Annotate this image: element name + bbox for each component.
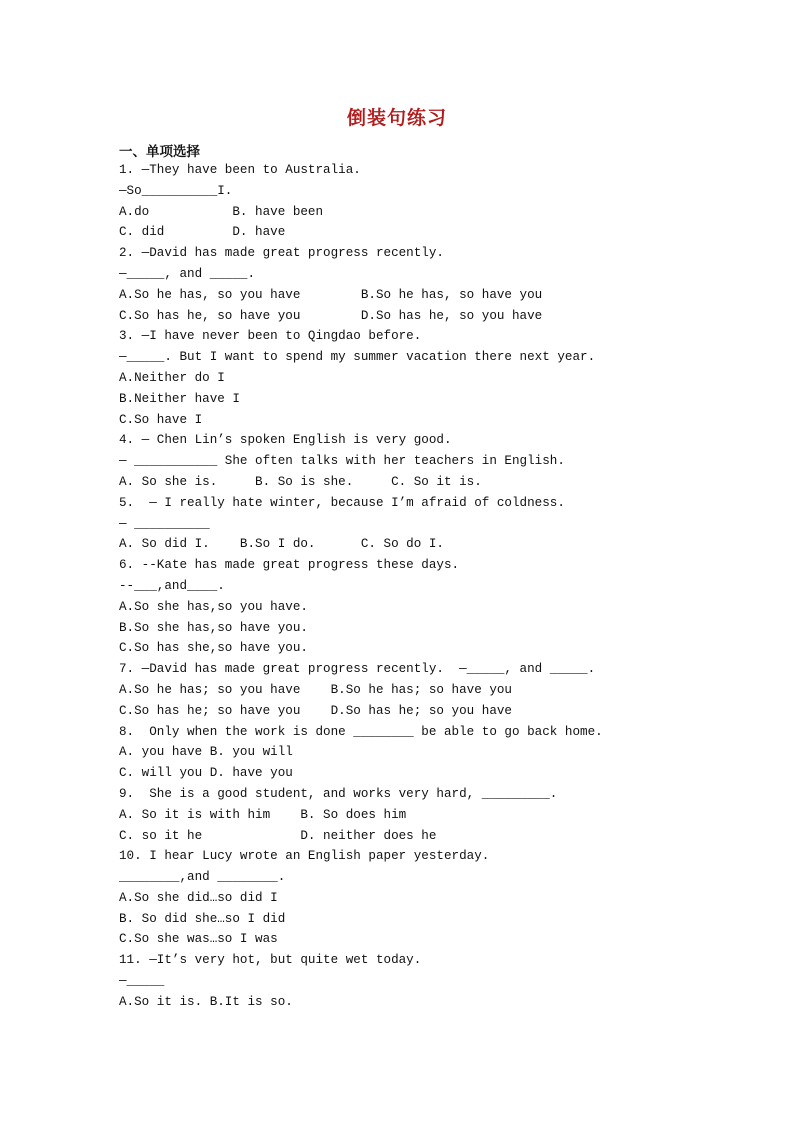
text-line: C.So has he; so have you D.So has he; so you have	[119, 703, 512, 718]
text-line: C.So has he, so have you D.So has he, so you have	[119, 308, 543, 323]
text-line: C. so it he D. neither does he	[119, 828, 437, 843]
text-line: A. So did I. B.So I do. C. So do I.	[119, 537, 444, 552]
text-line: — ___________ She often talks with her teachers in English.	[119, 454, 565, 469]
text-line: B. So did she…so I did	[119, 911, 286, 926]
text-line: 2. —David has made great progress recently.	[119, 246, 444, 261]
section-heading: 一、单项选择	[119, 144, 200, 160]
text-line: 7. —David has made great progress recently. —_____, and _____.	[119, 662, 596, 677]
text-line: B.Neither have I	[119, 391, 240, 406]
text-line: 1. —They have been to Australia.	[119, 163, 361, 177]
text-line: 11. —It’s very hot, but quite wet today.	[119, 953, 422, 968]
text-line: C. will you D. have you	[119, 766, 293, 781]
text-line: 5. — I really hate winter, because I’m afraid of coldness.	[119, 495, 565, 510]
text-line: A. you have B. you will	[119, 745, 293, 760]
text-line: A.So he has; so you have B.So he has; so have you	[119, 682, 512, 697]
text-line: —So__________I.	[119, 183, 233, 198]
text-line: 3. —I have never been to Qingdao before.	[119, 329, 422, 344]
text-line: C. did D. have	[119, 225, 286, 240]
question-list	[119, 160, 739, 1013]
text-line: A. So she is. B. So is she. C. So it is.	[119, 474, 482, 489]
text-line: —_____, and _____.	[119, 266, 256, 281]
text-line: C.So she was…so I was	[119, 932, 278, 947]
text-line: —_____	[119, 974, 165, 989]
text-line: — __________	[119, 516, 210, 531]
text-line: 6. --Kate has made great progress these days.	[119, 558, 460, 573]
text-line: ________,and ________.	[119, 870, 286, 885]
text-line: B.So she has,so have you.	[119, 620, 308, 635]
text-line: A.So it is. B.It is so.	[119, 994, 293, 1009]
text-line: 10. I hear Lucy wrote an English paper yesterday.	[119, 849, 490, 864]
text-line: A.Neither do I	[119, 370, 225, 385]
text-line: 9. She is a good student, and works very hard, _________.	[119, 786, 558, 801]
page-title: 倒装句练习	[346, 107, 447, 129]
text-line: A.do B. have been	[119, 204, 324, 219]
text-line: 8. Only when the work is done ________ be able to go back home.	[119, 724, 603, 739]
text-line: C.So have I	[119, 412, 203, 427]
text-line: A. So it is with him B. So does him	[119, 807, 407, 822]
text-line: A.So he has, so you have B.So he has, so have you	[119, 287, 543, 302]
text-line: --___,and____.	[119, 578, 225, 593]
text-line: 4. — Chen Lin’s spoken English is very good.	[119, 433, 452, 448]
text-line: C.So has she,so have you.	[119, 641, 308, 656]
text-line: A.So she did…so did I	[119, 890, 278, 905]
text-line: A.So she has,so you have.	[119, 599, 308, 614]
text-line: —_____. But I want to spend my summer vacation there next year.	[119, 350, 596, 365]
